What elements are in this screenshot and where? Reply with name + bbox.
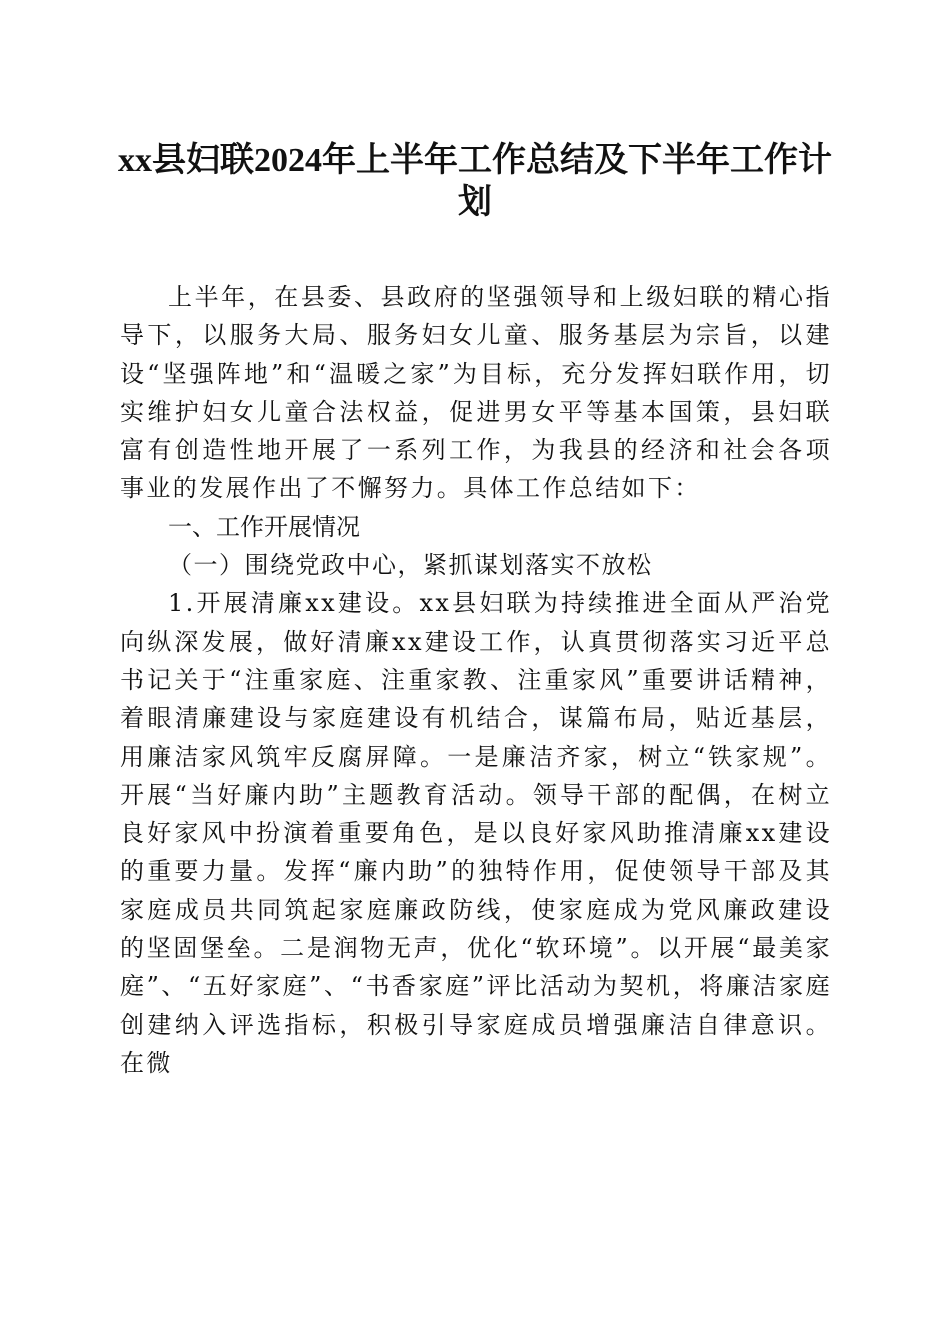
item-paragraph: 1.开展清廉xx建设。xx县妇联为持续推进全面从严治党向纵深发展，做好清廉xx建设工作，认真贯彻落实习近平总书记关于“注重家庭、注重家教、注重家风”重要讲话精神，着眼清廉建设与家庭建设有机结合，谋篇布局，贴近基层，用廉洁家风筑牢反腐屏障。一是廉洁齐家，树立“铁家规”。开展“当好廉内助”主题教育活动。领导干部的配偶，在树立良好家风中扮演着重要角色，是以良好家风助推清廉xx建设的重要力量。发挥“廉内助”的独特作用，促使领导干部及其家庭成员共同筑起家庭廉政防线，使家庭成为党风廉政建设的坚固堡垒。二是润物无声，优化“软环境”。以开展“最美家庭”、“五好家庭”、“书香家庭”评比活动为契机，将廉洁家庭创建纳入评选指标，积极引导家庭成员增强廉洁自律意识。在微 [120,589,832,1077]
document-title: xx县妇联2024年上半年工作总结及下半年工作计划 [118,142,832,221]
subsection-heading: （一）围绕党政中心，紧抓谋划落实不放松 [168,551,653,580]
document-body [120,278,832,1082]
section-heading: 一、工作开展情况 [168,512,360,541]
intro-paragraph: 上半年，在县委、县政府的坚强领导和上级妇联的精心指导下，以服务大局、服务妇女儿童、服务基层为宗旨，以建设“坚强阵地”和“温暖之家”为目标，充分发挥妇联作用，切实维护妇女儿童合法权益，促进男女平等基本国策，县妇联富有创造性地开展了一系列工作，为我县的经济和社会各项事业的发展作出了不懈努力。具体工作总结如下： [120,283,832,503]
